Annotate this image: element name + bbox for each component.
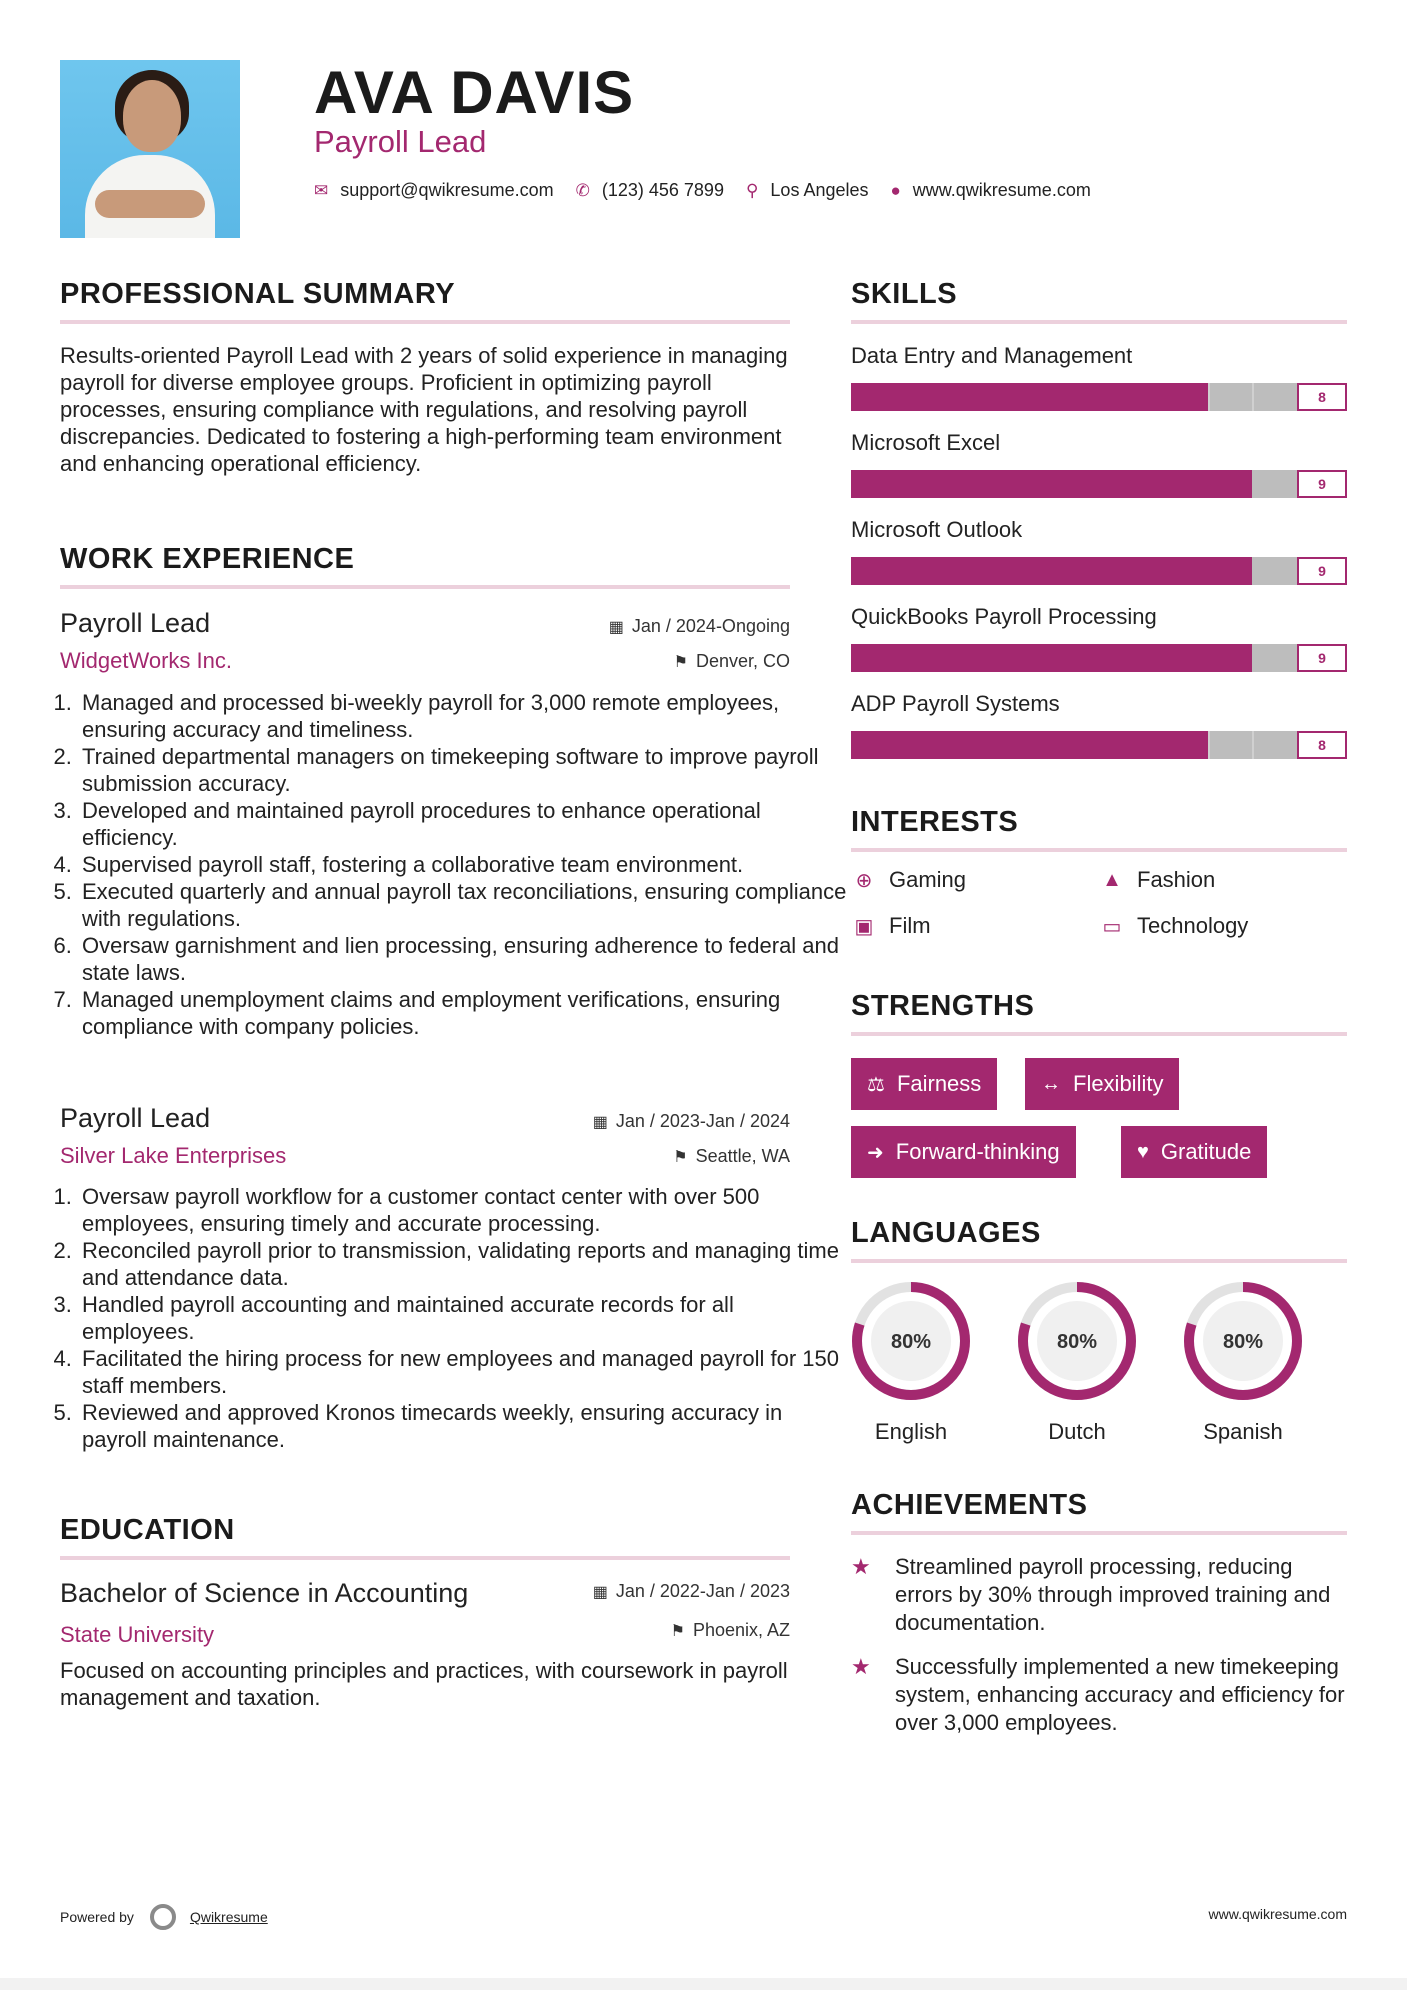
job-bullet: 1. Managed and processed bi-weekly payroll for 3,000 remote employees, ensuring accuracy and timeliness. [78, 689, 850, 743]
interest-label: Technology [1137, 913, 1249, 938]
skill-bar [851, 383, 1347, 411]
achievements-divider [851, 1531, 1347, 1535]
calendar-icon: ▦ [592, 1114, 608, 1131]
job-bullet: 7. Managed unemployment claims and employment verifications, ensuring compliance with company policies. [78, 986, 850, 1040]
languages-divider [851, 1259, 1347, 1263]
language-ring [1015, 1279, 1139, 1403]
experience-divider [60, 585, 790, 589]
strengths-divider [851, 1032, 1347, 1036]
skill-bar [851, 644, 1347, 672]
skill-bar [851, 470, 1347, 498]
job-bullet-list [60, 689, 850, 1040]
job-dates-text: Jan / 2024-Ongoing [631, 616, 790, 636]
job-bullet-list [60, 1183, 850, 1453]
job-location-text: Denver, CO [695, 651, 790, 671]
skill-score: 9 [1297, 644, 1347, 672]
language-item [1181, 1279, 1305, 1445]
school-name: State University [60, 1622, 215, 1647]
strength-label: Gratitude [1160, 1139, 1252, 1164]
job-bullet: 2. Trained departmental managers on timekeeping software to improve payroll submission accuracy. [78, 743, 850, 797]
languages-heading: LANGUAGES [851, 1217, 1041, 1249]
job-bullet: 5. Reviewed and approved Kronos timecards weekly, ensuring accuracy in payroll maintenance. [78, 1399, 850, 1453]
job-location-text: Seattle, WA [695, 1146, 790, 1166]
contact-location: Los Angeles [770, 180, 869, 200]
arrows-horizontal-icon: ↔ [1041, 1072, 1061, 1095]
laptop-icon: ▭ [1102, 915, 1122, 938]
strength-label: Forward-thinking [895, 1139, 1060, 1164]
interests-divider [851, 848, 1347, 852]
job-dates [593, 1111, 790, 1132]
achievement-item [851, 1553, 1351, 1637]
contact-email[interactable]: support@qwikresume.com [340, 180, 554, 200]
footer-band [0, 1978, 1407, 1990]
skill-bar-fill [851, 470, 1252, 498]
interests-heading: INTERESTS [851, 806, 1019, 838]
phone-icon: ✆ [575, 180, 590, 200]
strength-tag-fairness [851, 1058, 997, 1110]
education-location [671, 1620, 790, 1641]
language-name: Dutch [1048, 1419, 1106, 1444]
contact-phone[interactable]: (123) 456 7899 [601, 180, 724, 200]
achievements-heading: ACHIEVEMENTS [851, 1489, 1088, 1521]
job-bullet: 1. Oversaw payroll workflow for a customer contact center with over 500 employees, ensuring timely and accurate processing. [78, 1183, 850, 1237]
language-ring [849, 1279, 973, 1403]
achievement-item [851, 1653, 1351, 1737]
summary-text: Results-oriented Payroll Lead with 2 years of solid experience in managing payroll for diverse employee groups. Proficient in optimizing payroll processes, ensuring compliance with regulations, and resolving payroll discrepancies. Dedicated to fostering a high-performing team environment and enhancing operational efficiency. [60, 343, 788, 476]
achievement-text: Successfully implemented a new timekeeping system, enhancing accuracy and efficiency for over 3,000 employees. [895, 1654, 1345, 1735]
education-dates [593, 1581, 790, 1602]
education-location-text: Phoenix, AZ [692, 1620, 790, 1640]
calendar-icon: ▦ [592, 1584, 608, 1601]
language-percent: 80% [1222, 1331, 1264, 1353]
skill-bar-segment [1208, 383, 1210, 411]
skill-bar-fill [851, 557, 1252, 585]
interest-label: Gaming [889, 867, 967, 892]
skill-score: 8 [1297, 383, 1347, 411]
job-bullet: 3. Developed and maintained payroll procedures to enhance operational efficiency. [78, 797, 850, 851]
skill-bar-fill [851, 644, 1252, 672]
globe-icon: ● [890, 180, 901, 200]
job-company: Silver Lake Enterprises [60, 1143, 287, 1168]
interest-item-gaming [851, 867, 966, 893]
skill-name: Microsoft Excel [851, 430, 1001, 455]
balance-scale-icon: ⚖ [867, 1073, 885, 1096]
gamepad-icon: ⊕ [855, 869, 873, 892]
job-bullet: 5. Executed quarterly and annual payroll tax reconciliations, ensuring compliance with regulations. [78, 878, 850, 932]
job-location [673, 1146, 790, 1167]
qwikresume-logo-icon [150, 1904, 176, 1930]
skill-bar [851, 731, 1347, 759]
skill-name: Microsoft Outlook [851, 517, 1023, 542]
language-name: English [874, 1419, 948, 1444]
education-description: Focused on accounting principles and practices, with coursework in payroll management and taxation. [60, 1658, 788, 1710]
profile-photo [60, 60, 240, 238]
language-name: Spanish [1203, 1419, 1283, 1444]
film-icon: ▣ [854, 915, 874, 938]
job-dates-text: Jan / 2023-Jan / 2024 [615, 1111, 790, 1131]
job-bullet: 6. Oversaw garnishment and lien processing, ensuring adherence to federal and state laws. [78, 932, 850, 986]
candidate-name: AVA DAVIS [314, 59, 635, 126]
pushpin-icon: ⚑ [673, 1149, 688, 1166]
skill-bar-segment [1208, 731, 1210, 759]
contact-bar [314, 180, 1113, 201]
skills-divider [851, 320, 1347, 324]
job-location [674, 651, 790, 672]
achievement-text: Streamlined payroll processing, reducing errors by 30% through improved training and documentation. [895, 1554, 1331, 1635]
calendar-icon: ▦ [608, 619, 624, 636]
map-pin-icon: ⚲ [745, 180, 759, 200]
education-heading: EDUCATION [60, 1514, 235, 1546]
strength-label: Flexibility [1073, 1071, 1164, 1096]
skill-bar-fill [851, 731, 1208, 759]
candidate-role: Payroll Lead [314, 124, 487, 159]
job-title: Payroll Lead [60, 608, 211, 638]
degree-title: Bachelor of Science in Accounting [60, 1578, 469, 1608]
footer-website[interactable]: www.qwikresume.com [1208, 1906, 1347, 1922]
interest-item-film [851, 913, 931, 939]
strengths-heading: STRENGTHS [851, 990, 1035, 1022]
skill-score: 9 [1297, 470, 1347, 498]
language-percent: 80% [1056, 1331, 1098, 1353]
language-ring [1181, 1279, 1305, 1403]
skill-bar [851, 557, 1347, 585]
language-percent: 80% [890, 1331, 932, 1353]
skill-score: 8 [1297, 731, 1347, 759]
language-item [1015, 1279, 1139, 1445]
summary-heading: PROFESSIONAL SUMMARY [60, 278, 456, 310]
footer-powered-by [60, 1904, 268, 1930]
brand-link[interactable]: Qwikresume [189, 1909, 268, 1925]
summary-divider [60, 320, 790, 324]
strength-tag-forward-thinking [851, 1126, 1076, 1178]
shopping-bag-icon: ▲ [1102, 868, 1122, 891]
interest-item-technology [1099, 913, 1248, 939]
interest-label: Fashion [1137, 867, 1216, 892]
envelope-icon: ✉ [314, 180, 329, 200]
pushpin-icon: ⚑ [673, 654, 688, 671]
skill-name: ADP Payroll Systems [851, 691, 1060, 716]
education-divider [60, 1556, 790, 1560]
skill-bar-fill [851, 383, 1208, 411]
interest-item-fashion [1099, 867, 1215, 893]
arrow-right-icon: ➜ [867, 1141, 884, 1164]
powered-by-label: Powered by [60, 1909, 134, 1925]
pushpin-icon: ⚑ [670, 1623, 685, 1640]
job-title: Payroll Lead [60, 1103, 211, 1133]
job-bullet: 4. Supervised payroll staff, fostering a collaborative team environment. [78, 851, 850, 878]
contact-website[interactable]: www.qwikresume.com [912, 180, 1091, 200]
skill-bar-segment [1252, 383, 1254, 411]
skills-heading: SKILLS [851, 278, 958, 310]
skill-score: 9 [1297, 557, 1347, 585]
job-bullet: 3. Handled payroll accounting and maintained accurate records for all employees. [78, 1291, 850, 1345]
skill-name: QuickBooks Payroll Processing [851, 604, 1157, 629]
photo-arms [95, 190, 205, 218]
star-icon: ★ [851, 1554, 871, 1579]
experience-heading: WORK EXPERIENCE [60, 543, 355, 575]
job-dates [609, 616, 790, 637]
job-company: WidgetWorks Inc. [60, 648, 232, 673]
education-dates-text: Jan / 2022-Jan / 2023 [615, 1581, 790, 1601]
language-item [849, 1279, 973, 1445]
job-bullet: 2. Reconciled payroll prior to transmission, validating reports and managing time and attendance data. [78, 1237, 850, 1291]
photo-face [123, 80, 181, 152]
skill-bar-segment [1252, 731, 1254, 759]
heart-icon: ♥ [1137, 1140, 1149, 1163]
skill-name: Data Entry and Management [851, 343, 1133, 368]
job-bullet: 4. Facilitated the hiring process for new employees and managed payroll for 150 staff members. [78, 1345, 850, 1399]
strength-tag-gratitude [1121, 1126, 1267, 1178]
interest-label: Film [889, 913, 931, 938]
strength-label: Fairness [896, 1071, 982, 1096]
strength-tag-flexibility [1025, 1058, 1179, 1110]
star-icon: ★ [851, 1654, 871, 1679]
